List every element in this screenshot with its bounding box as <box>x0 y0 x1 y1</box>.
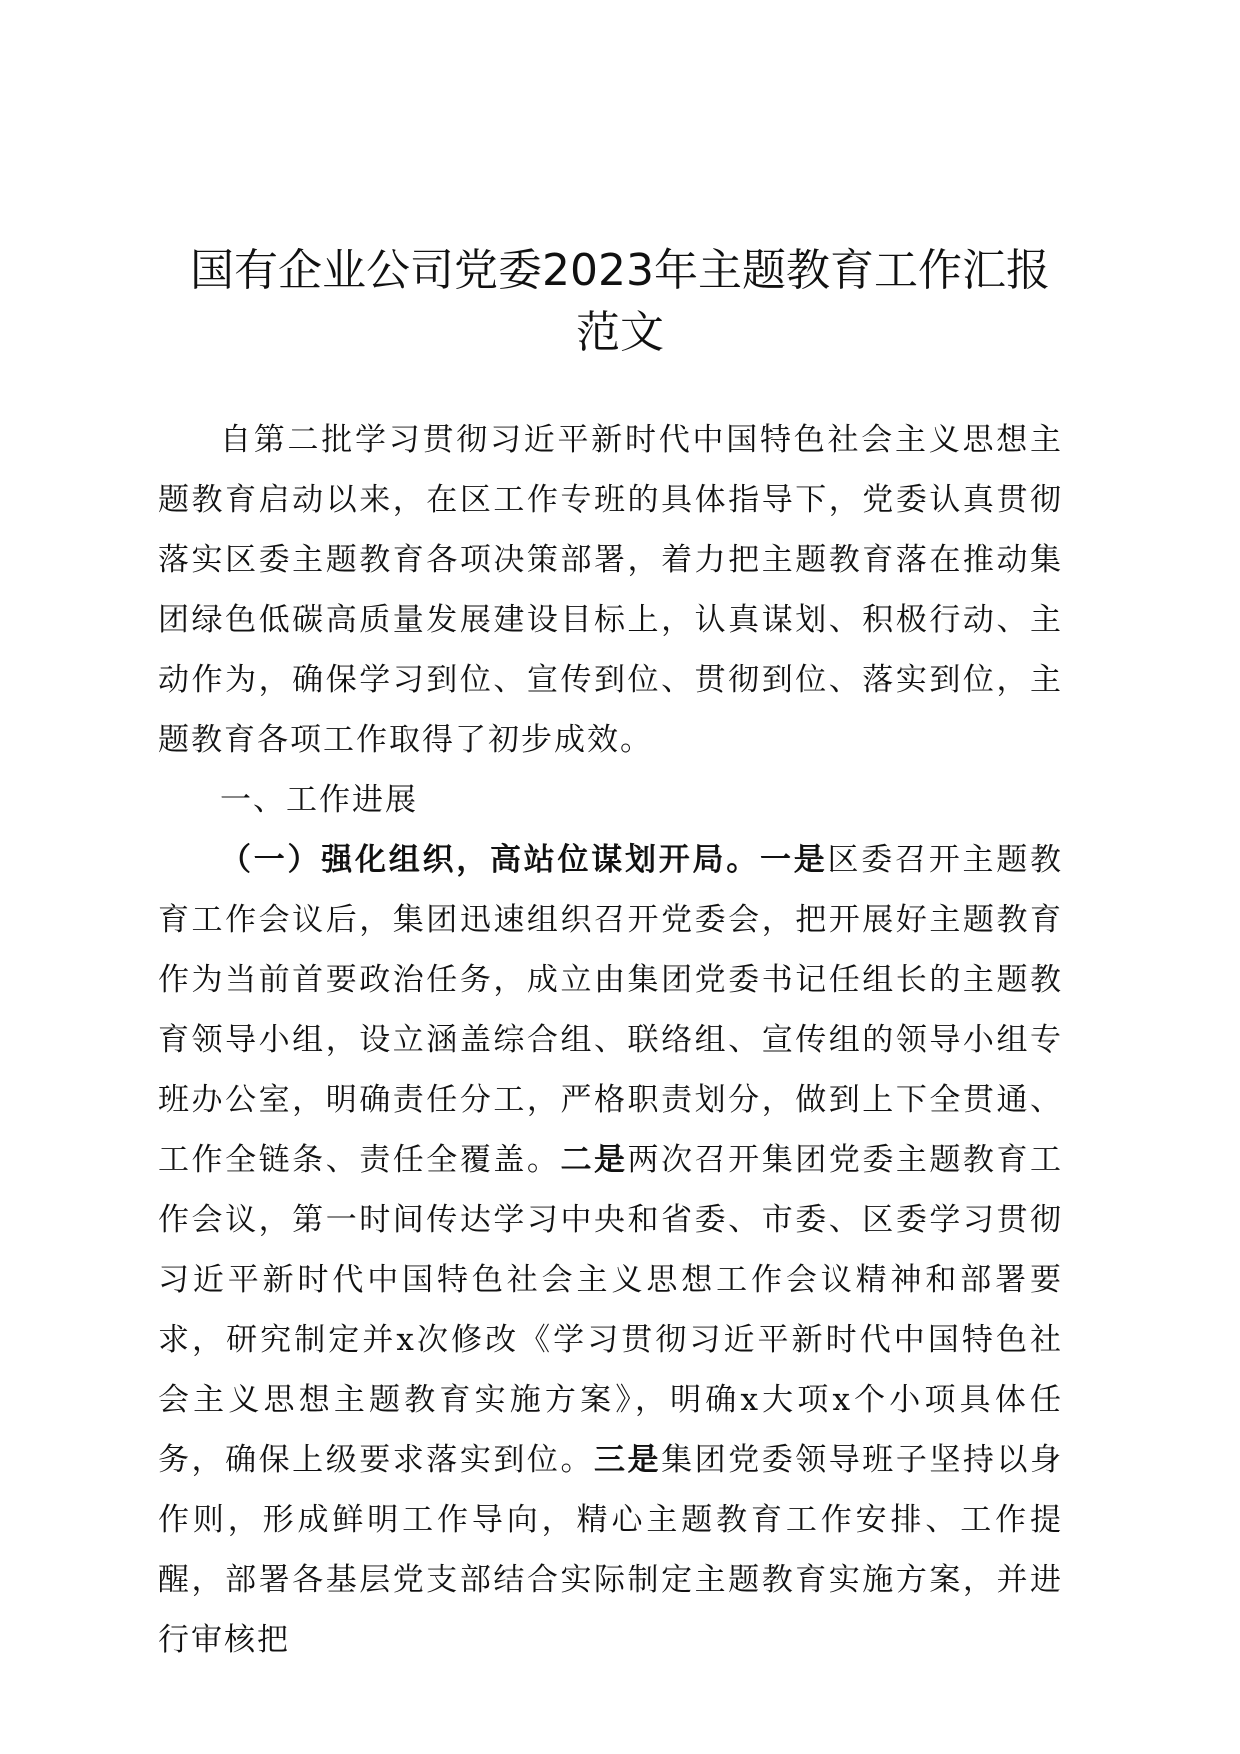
section-heading: 一、工作进展 <box>220 782 418 818</box>
point-3-text: 集团党委领导班子坚持以身作则，形成鲜明工作导向，精心主题教育工作安排、工作提醒，部署各基层党支部结合实际制定主题教育实施方案，并进行审核把 <box>158 1442 1064 1658</box>
point-2-label: 二是 <box>560 1142 628 1178</box>
document-title <box>150 240 1090 364</box>
point-1-label: 一是 <box>760 842 828 878</box>
intro-paragraph: 自第二批学习贯彻习近平新时代中国特色社会主义思想主题教育启动以来，在区工作专班的具体指导下，党委认真贯彻落实区委主题教育各项决策部署，着力把主题教育落在推动集团绿色低碳高质量发展建设目标上，认真谋划、积极行动、主动作为，确保学习到位、宣传到位、贯彻到位、落实到位，主题教育各项工作取得了初步成效。 <box>158 422 1063 758</box>
subsection-heading: （一）强化组织，高站位谋划开局。 <box>220 842 760 878</box>
subsection-paragraph <box>158 830 1063 1670</box>
document-body <box>158 410 1063 1670</box>
title-line-1: 国有企业公司党委2023年主题教育工作汇报 <box>190 245 1050 296</box>
point-1-text: 区委召开主题教育工作会议后，集团迅速组织召开党委会，把开展好主题教育作为当前首要政治任务，成立由集团党委书记任组长的主题教育领导小组，设立涵盖综合组、联络组、宣传组的领导小组专班办公室，明确责任分工，严格职责划分，做到上下全贯通、工作全链条、责任全覆盖。 <box>158 842 1063 1178</box>
point-2-text: 两次召开集团党委主题教育工作会议，第一时间传达学习中央和省委、市委、区委学习贯彻习近平新时代中国特色社会主义思想工作会议精神和部署要求，研究制定并x次修改《学习贯彻习近平新时代中国特色社会主义思想主题教育实施方案》，明确x大项x个小项具体任务，确保上级要求落实到位。 <box>158 1142 1064 1478</box>
point-3-label: 三是 <box>594 1442 662 1478</box>
title-line-2: 范文 <box>576 307 664 358</box>
